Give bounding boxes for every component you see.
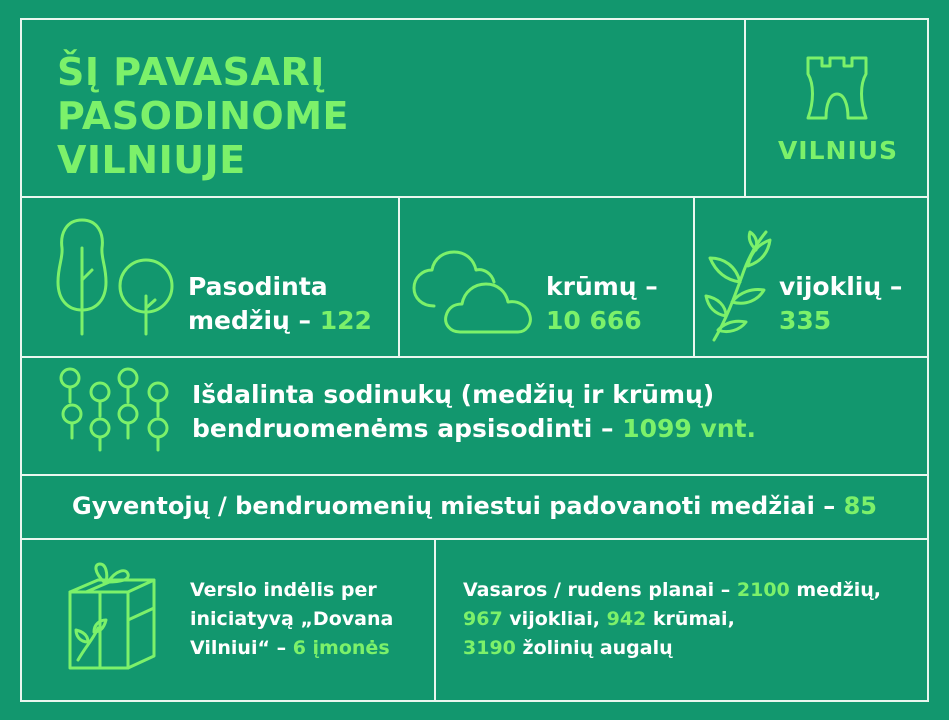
plans-herbs-value: 3190 [463,637,516,659]
shrubs-label: krūmų – [546,272,658,301]
divider-v1 [398,197,400,357]
plans-line-1-suffix: medžių, [796,579,882,601]
trees-icon [54,218,174,338]
business-line-1: Verslo indėlis per [190,579,377,601]
saplings-icon [58,366,170,450]
castle-tower-icon [802,52,872,124]
plans-line-1-prefix: Vasaros / rudens planai – [463,579,731,601]
vines-label: vijoklių – [779,272,903,301]
donated-stat [0,489,949,523]
divider-v3 [434,539,436,702]
plans-trees-value: 2100 [736,579,790,601]
plans-line-2-mid: vijokliai, [509,608,600,630]
plans-stat [463,576,881,663]
business-line-3: Vilniui“ – [190,637,287,659]
donated-label: Gyventojų / bendruomenių miestui padovanoti medžiai – [72,492,836,520]
business-stat [190,576,393,663]
saplings-value: 1099 vnt. [622,414,757,443]
page-title [57,50,349,182]
trees-label-2: medžių – [188,306,312,335]
trees-value: 122 [319,306,372,335]
divider-v-logo [744,18,746,197]
gift-box-icon [64,560,160,672]
vine-icon [704,228,774,344]
plans-shrubs-value: 942 [606,608,647,630]
vilnius-logo-text: VILNIUS [777,136,899,165]
trees-stat [188,270,372,338]
business-line-2: iniciatyvą „Dovana [190,608,394,630]
trees-label-1: Pasodinta [188,272,328,301]
business-value: 6 įmonės [292,637,390,659]
divider-h2 [20,356,929,358]
divider-v2 [693,197,695,357]
divider-h4 [20,538,929,540]
cloud-shrubs-icon [412,250,537,336]
plans-line-3-suffix: žolinių augalų [522,637,673,659]
saplings-line-1: Išdalinta sodinukų (medžių ir krūmų) [192,380,715,409]
title-line-3: VILNIUJE [57,138,246,182]
title-line-2: PASODINOME [57,94,350,138]
donated-value: 85 [843,492,877,520]
title-line-1: ŠĮ PAVASARĮ [57,50,325,94]
shrubs-value: 10 666 [546,306,642,335]
saplings-line-2: bendruomenėms apsisodinti – [192,414,614,443]
vines-value: 335 [779,306,832,335]
shrubs-stat [546,270,658,338]
vines-stat [779,270,902,338]
divider-h3 [20,474,929,476]
plans-line-2-suffix: krūmai, [652,608,735,630]
divider-h1 [20,196,929,198]
plans-vines-value: 967 [463,608,503,630]
saplings-stat [192,378,756,446]
